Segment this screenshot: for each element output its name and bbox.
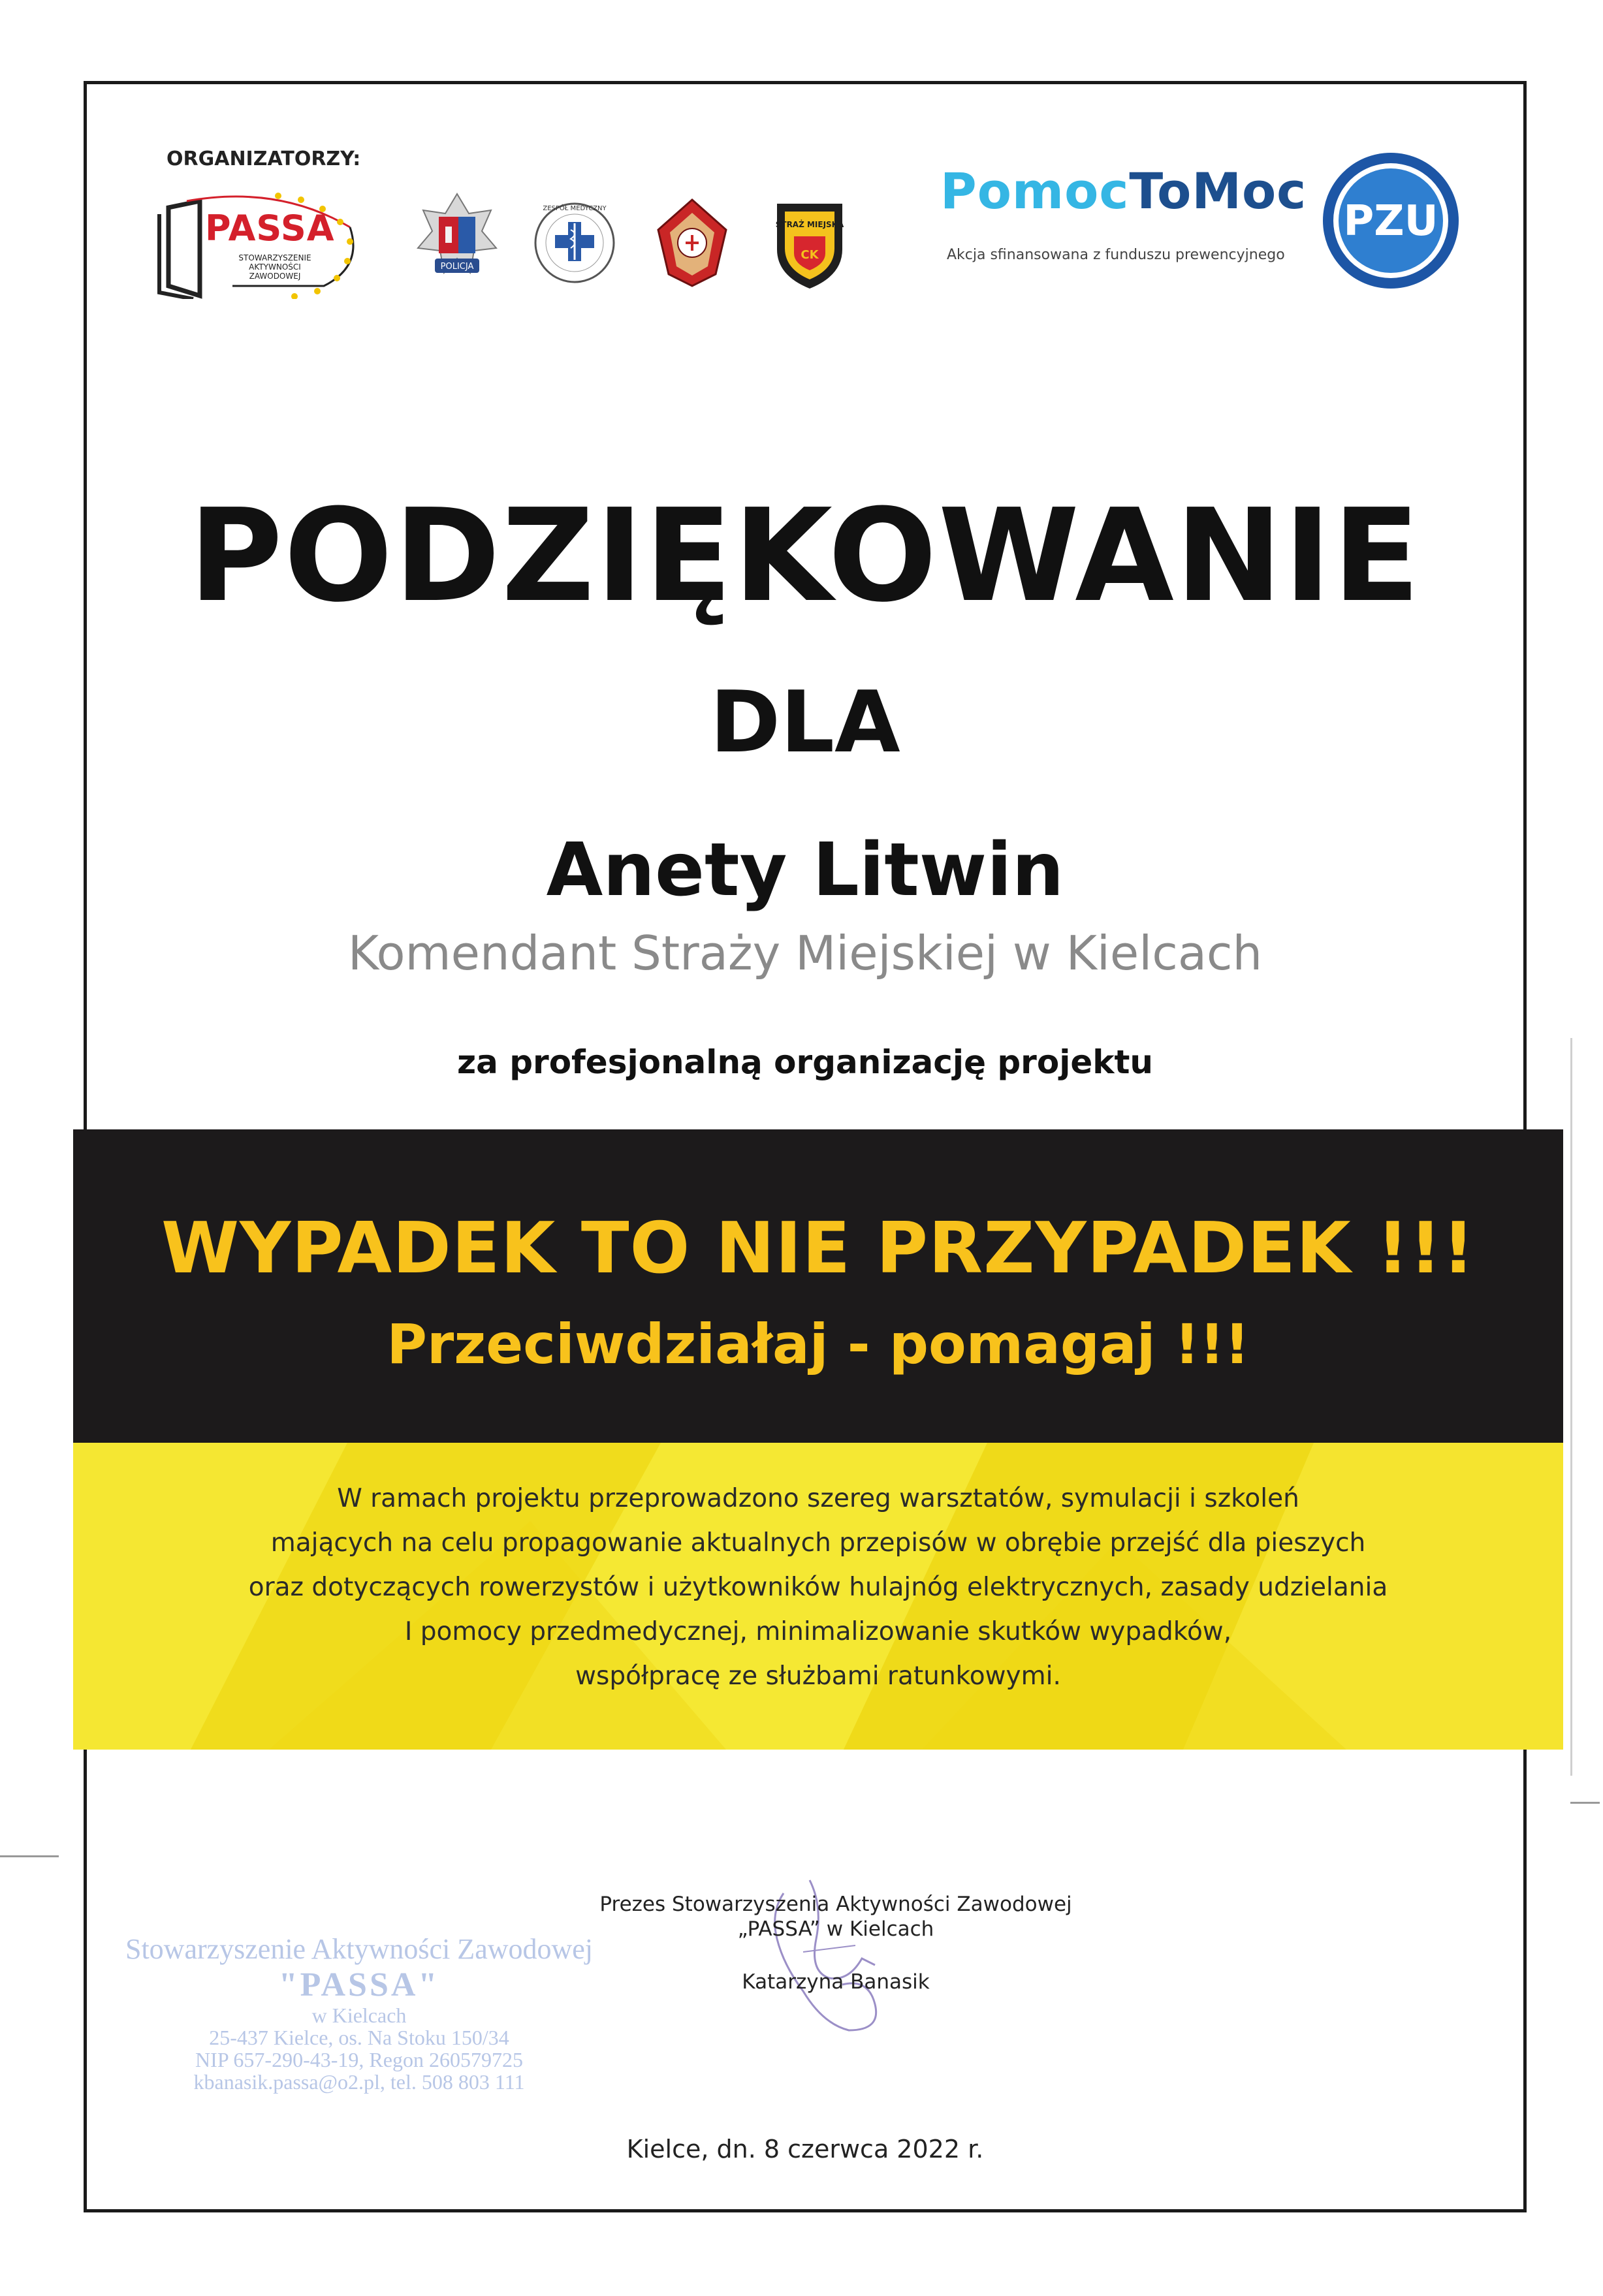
svg-text:STRAŻ MIEJSKA: STRAŻ MIEJSKA bbox=[775, 220, 844, 229]
reason-text: za profesjonalną organizację projektu bbox=[457, 1043, 1153, 1081]
sponsor-subtitle: Akcja sfinansowana z funduszu prewencyjnego bbox=[947, 247, 1285, 263]
passa-subtitle: STOWARZYSZENIE AKTYWNOŚCI ZAWODOWEJ bbox=[238, 253, 311, 281]
description-line: mających na celu propagowanie aktualnych przepisów w obrębie przejść dla pieszych bbox=[270, 1528, 1366, 1558]
passa-name: PASSA bbox=[205, 208, 335, 249]
association-stamp: Stowarzyszenie Aktywności Zawodowej "PASSA" w Kielcach 25-437 Kielce, os. Na Stoku 150/34 NIP 657-290-43-19, Regon 260579725 kbanasik.passa@o2.pl, tel. 508 803 111 bbox=[125, 1933, 594, 2094]
passa-logo bbox=[154, 188, 370, 299]
fire-service-emblem-icon bbox=[646, 191, 738, 295]
svg-text:PZU: PZU bbox=[1343, 197, 1438, 245]
city-guard-emblem-icon bbox=[764, 191, 855, 295]
certificate-for-word: DLA bbox=[710, 672, 900, 772]
project-description bbox=[73, 1477, 1563, 1699]
scan-edge-line bbox=[1570, 1802, 1600, 1804]
recipient-name: Anety Litwin bbox=[546, 828, 1064, 913]
scan-edge-line bbox=[1570, 1038, 1572, 1776]
svg-text:POLICJA: POLICJA bbox=[440, 262, 474, 272]
banner-subheadline: Przeciwdziałaj - pomagaj !!! bbox=[387, 1312, 1250, 1376]
banner-dark bbox=[73, 1129, 1563, 1443]
policja-emblem-icon bbox=[411, 191, 503, 295]
pzu-logo-icon bbox=[1319, 149, 1463, 292]
description-line: oraz dotyczących rowerzystów i użytkowników hulajnóg elektrycznych, zasady udzielania bbox=[248, 1573, 1388, 1602]
signatory-name: Katarzyna Banasik bbox=[742, 1970, 930, 1994]
scan-edge-line bbox=[0, 1855, 59, 1857]
recipient-role: Komendant Straży Miejskiej w Kielcach bbox=[347, 926, 1263, 981]
banner-headline: WYPADEK TO NIE PRZYPADEK !!! bbox=[161, 1208, 1476, 1289]
organizers-label: ORGANIZATORZY: bbox=[167, 148, 361, 170]
issue-date: Kielce, dn. 8 czerwca 2022 r. bbox=[626, 2135, 984, 2163]
description-line: W ramach projektu przeprowadzono szereg warsztatów, symulacji i szkoleń bbox=[337, 1484, 1299, 1513]
pomoctomoc-logo: PomocToMoc bbox=[940, 162, 1307, 220]
svg-text:CK: CK bbox=[801, 248, 819, 262]
description-line: współpracę ze służbami ratunkowymi. bbox=[575, 1661, 1061, 1691]
svg-text:ZESPÓŁ MEDYCZNY: ZESPÓŁ MEDYCZNY bbox=[543, 205, 607, 212]
certificate-title: PODZIĘKOWANIE bbox=[189, 482, 1421, 631]
signatory-title: Prezes Stowarzyszenia Aktywności Zawodowej „PASSA” w Kielcach bbox=[599, 1893, 1072, 1941]
medical-team-emblem-icon bbox=[529, 191, 620, 295]
banner-yellow bbox=[73, 1443, 1563, 1750]
description-line: I pomocy przedmedycznej, minimalizowanie skutków wypadków, bbox=[404, 1617, 1232, 1646]
